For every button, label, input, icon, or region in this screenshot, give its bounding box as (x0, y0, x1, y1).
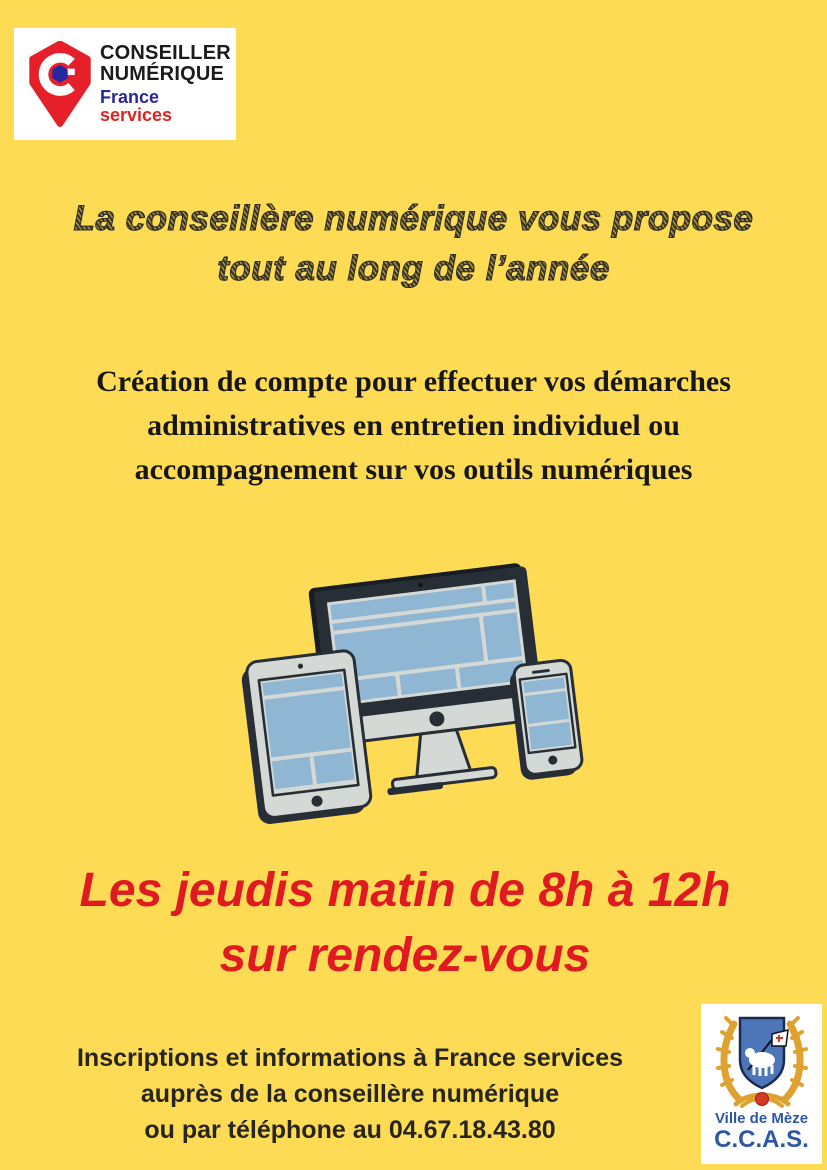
schedule-heading (0, 858, 810, 988)
schedule-line-1: Les jeudis matin de 8h à 12h (79, 864, 731, 917)
description-line-1: Création de compte pour effectuer vos démarches (96, 365, 731, 398)
schedule-line-2: sur rendez-vous (219, 929, 591, 982)
logo-line-conseiller: CONSEILLER (100, 41, 231, 64)
contact-line-1: Inscriptions et informations à France services (76, 1044, 624, 1072)
logo-line-france: France (100, 86, 160, 107)
contact-line-3: ou par téléphone au 04.67.18.43.80 (144, 1116, 556, 1144)
tablet-icon (240, 650, 373, 826)
contact-line-2: auprès de la conseillère numérique (140, 1080, 560, 1108)
description-line-3: accompagnement sur vos outils numériques (134, 453, 693, 486)
meze-coat-of-arms-icon (706, 1008, 818, 1112)
ccas-logo (701, 1004, 822, 1164)
logo-line-services: services (100, 105, 173, 126)
poster-title (0, 194, 827, 294)
location-pin-icon (28, 41, 92, 127)
title-line-1: La conseillère numérique vous propose (0, 194, 827, 244)
logo-wordmark (100, 43, 231, 125)
smartphone-icon (508, 659, 584, 781)
contact-info (0, 1040, 700, 1148)
devices-svg (228, 538, 608, 838)
logo-line-numerique: NUMÉRIQUE (100, 62, 225, 85)
conseiller-numerique-logo (14, 28, 236, 140)
description-line-2: administratives en entretien individuel ou (147, 409, 680, 442)
ccas-org-label: C.C.A.S. (714, 1126, 809, 1153)
title-line-2: tout au long de l’année (0, 244, 827, 294)
poster-description (0, 360, 827, 492)
responsive-devices-illustration (228, 538, 608, 838)
ccas-city-label: Ville de Mèze (714, 1110, 809, 1127)
